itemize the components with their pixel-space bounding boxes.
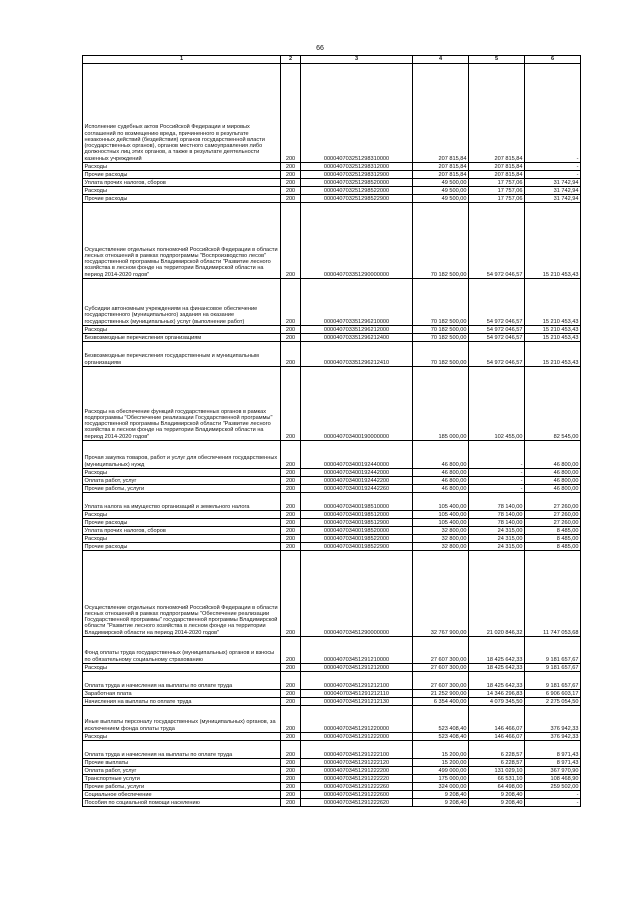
executed-amount: 207 815,84 (469, 163, 525, 171)
approved-amount: 175 000,00 (413, 775, 469, 783)
approved-amount: 523 408,40 (413, 733, 469, 741)
column-header: 3 (301, 56, 413, 64)
line-code: 200 (281, 733, 301, 741)
row-description: Расходы (83, 187, 281, 195)
line-code: 200 (281, 783, 301, 791)
row-description: Осуществление отдельных полномочий Российской Федерации в области лесных отношений в рамках подпрограммы "Обеспечение реализации Государственной программы" государственной программы Владимирской области "Развитие лесного хозяйства в лесном фонде на территории Владимирской области на период 2014-2020 годов" (83, 551, 281, 637)
line-code: 200 (281, 672, 301, 690)
budget-classification-code: 000040703451291222600 (301, 791, 413, 799)
unexecuted-amount: 9 181 657,67 (525, 664, 581, 672)
approved-amount: 49 500,00 (413, 179, 469, 187)
executed-amount: 24 315,00 (469, 535, 525, 543)
row-description: Уплата налога на имущество организаций и земельного налога (83, 493, 281, 511)
approved-amount: 15 200,00 (413, 759, 469, 767)
line-code: 200 (281, 493, 301, 511)
approved-amount: 105 400,00 (413, 511, 469, 519)
line-code: 200 (281, 767, 301, 775)
unexecuted-amount: - (525, 799, 581, 807)
row-description: Прочая закупка товаров, работ и услуг для обеспечения государственных (муниципальных) нужд (83, 441, 281, 469)
line-code: 200 (281, 342, 301, 367)
executed-amount: 21 020 846,32 (469, 551, 525, 637)
table-row (83, 543, 581, 551)
table-row (83, 706, 581, 733)
table-row (83, 672, 581, 690)
executed-amount: - (469, 441, 525, 469)
budget-classification-code: 000040703451291222260 (301, 783, 413, 791)
unexecuted-amount: - (525, 163, 581, 171)
executed-amount: 78 140,00 (469, 519, 525, 527)
approved-amount: 185 000,00 (413, 367, 469, 441)
table-row (83, 799, 581, 807)
table-row (83, 195, 581, 203)
row-description: Пособия по социальной помощи населению (83, 799, 281, 807)
row-description: Заработная плата (83, 690, 281, 698)
line-code: 200 (281, 741, 301, 759)
unexecuted-amount: 27 260,00 (525, 493, 581, 511)
line-code: 200 (281, 477, 301, 485)
unexecuted-amount: 8 971,43 (525, 759, 581, 767)
unexecuted-amount: 27 260,00 (525, 511, 581, 519)
row-description: Уплата прочих налогов, сборов (83, 527, 281, 535)
approved-amount: 105 400,00 (413, 493, 469, 511)
table-row (83, 690, 581, 698)
row-description: Прочие расходы (83, 543, 281, 551)
line-code: 200 (281, 690, 301, 698)
line-code: 200 (281, 469, 301, 477)
line-code: 200 (281, 698, 301, 706)
row-description: Прочие расходы (83, 195, 281, 203)
table-body (83, 56, 581, 807)
table-row (83, 326, 581, 334)
budget-classification-code: 000040703251298522900 (301, 195, 413, 203)
budget-classification-code: 000040703451291212100 (301, 672, 413, 690)
unexecuted-amount: - (525, 171, 581, 179)
unexecuted-amount: 46 800,00 (525, 469, 581, 477)
executed-amount: 54 972 046,57 (469, 334, 525, 342)
unexecuted-amount: 6 906 603,17 (525, 690, 581, 698)
unexecuted-amount: 9 181 657,67 (525, 637, 581, 664)
unexecuted-amount: 2 275 054,50 (525, 698, 581, 706)
row-description: Транспортные услуги (83, 775, 281, 783)
row-description: Расходы (83, 469, 281, 477)
table-row (83, 637, 581, 664)
approved-amount: 70 182 500,00 (413, 326, 469, 334)
table-row (83, 64, 581, 163)
line-code: 200 (281, 334, 301, 342)
column-header: 5 (469, 56, 525, 64)
column-header-row (83, 56, 581, 64)
approved-amount: 207 815,84 (413, 171, 469, 179)
approved-amount: 70 182 500,00 (413, 342, 469, 367)
budget-classification-code: 000040703451291212130 (301, 698, 413, 706)
unexecuted-amount: 8 485,00 (525, 535, 581, 543)
row-description: Фонд оплаты труда государственных (муниципальных) органов и взносы по обязательному социальному страхованию (83, 637, 281, 664)
approved-amount: 70 182 500,00 (413, 203, 469, 279)
row-description: Расходы (83, 733, 281, 741)
executed-amount: 207 815,84 (469, 64, 525, 163)
executed-amount: 78 140,00 (469, 511, 525, 519)
approved-amount: 523 408,40 (413, 706, 469, 733)
executed-amount: 54 972 046,57 (469, 279, 525, 326)
approved-amount: 32 800,00 (413, 535, 469, 543)
budget-classification-code: 000040703251298520000 (301, 179, 413, 187)
approved-amount: 70 182 500,00 (413, 279, 469, 326)
approved-amount: 27 607 300,00 (413, 664, 469, 672)
approved-amount: 70 182 500,00 (413, 334, 469, 342)
line-code: 200 (281, 203, 301, 279)
table-row (83, 493, 581, 511)
approved-amount: 9 208,40 (413, 791, 469, 799)
row-description: Безвозмездные перечисления организациям (83, 334, 281, 342)
budget-classification-code: 000040703351296212400 (301, 334, 413, 342)
budget-classification-code: 000040703451291212110 (301, 690, 413, 698)
table-row (83, 519, 581, 527)
line-code: 200 (281, 485, 301, 493)
row-description: Социальное обеспечение (83, 791, 281, 799)
table-row (83, 783, 581, 791)
unexecuted-amount: 108 468,90 (525, 775, 581, 783)
line-code: 200 (281, 195, 301, 203)
table-row (83, 698, 581, 706)
budget-classification-code: 000040703251298310000 (301, 64, 413, 163)
line-code: 200 (281, 187, 301, 195)
approved-amount: 9 208,40 (413, 799, 469, 807)
approved-amount: 207 815,84 (413, 64, 469, 163)
table-row (83, 203, 581, 279)
line-code: 200 (281, 64, 301, 163)
executed-amount: - (469, 485, 525, 493)
row-description: Уплата прочих налогов, сборов (83, 179, 281, 187)
line-code: 200 (281, 179, 301, 187)
line-code: 200 (281, 527, 301, 535)
table-row (83, 441, 581, 469)
table-row (83, 171, 581, 179)
approved-amount: 324 000,00 (413, 783, 469, 791)
table-row (83, 334, 581, 342)
approved-amount: 46 800,00 (413, 469, 469, 477)
unexecuted-amount: 11 747 053,68 (525, 551, 581, 637)
table-row (83, 179, 581, 187)
executed-amount: 24 315,00 (469, 543, 525, 551)
budget-classification-code: 000040703451291220000 (301, 706, 413, 733)
line-code: 200 (281, 367, 301, 441)
line-code: 200 (281, 791, 301, 799)
executed-amount: 24 315,00 (469, 527, 525, 535)
row-description: Оплата труда и начисления на выплаты по оплате труда (83, 741, 281, 759)
line-code: 200 (281, 551, 301, 637)
executed-amount: 131 029,10 (469, 767, 525, 775)
budget-classification-code: 000040703451290000000 (301, 551, 413, 637)
budget-classification-code: 000040703451291222200 (301, 767, 413, 775)
row-description: Осуществление отдельных полномочий Российской Федерации в области лесных отношений в рамках подпрограммы "Воспроизводство лесов" государственной программы Владимирской области "Развитие лесного хозяйства в лесном фонде на территории Владимирской области на период 2014-2020 годов" (83, 203, 281, 279)
line-code: 200 (281, 543, 301, 551)
executed-amount: 64 498,00 (469, 783, 525, 791)
page-number: 66 (316, 45, 324, 52)
approved-amount: 46 800,00 (413, 441, 469, 469)
budget-classification-code: 000040703251298522000 (301, 187, 413, 195)
unexecuted-amount: 15 210 453,43 (525, 326, 581, 334)
line-code: 200 (281, 519, 301, 527)
budget-classification-code: 000040703451291222220 (301, 775, 413, 783)
table-row (83, 767, 581, 775)
unexecuted-amount: 15 210 453,43 (525, 203, 581, 279)
table-row (83, 187, 581, 195)
row-description: Прочие работы, услуги (83, 485, 281, 493)
approved-amount: 105 400,00 (413, 519, 469, 527)
executed-amount: 17 757,06 (469, 187, 525, 195)
budget-classification-code: 000040703451291212000 (301, 664, 413, 672)
row-description: Прочие выплаты (83, 759, 281, 767)
unexecuted-amount: 376 942,33 (525, 706, 581, 733)
approved-amount: 32 800,00 (413, 543, 469, 551)
budget-classification-code: 000040703400192442260 (301, 485, 413, 493)
row-description: Расходы (83, 326, 281, 334)
unexecuted-amount: 376 942,33 (525, 733, 581, 741)
executed-amount: 6 228,57 (469, 759, 525, 767)
executed-amount: 54 972 046,57 (469, 203, 525, 279)
approved-amount: 207 815,84 (413, 163, 469, 171)
unexecuted-amount: - (525, 791, 581, 799)
table-row (83, 664, 581, 672)
unexecuted-amount: - (525, 64, 581, 163)
table-row (83, 741, 581, 759)
budget-classification-code: 000040703400192442200 (301, 477, 413, 485)
unexecuted-amount: 31 742,94 (525, 179, 581, 187)
row-description: Оплата труда и начисления на выплаты по оплате труда (83, 672, 281, 690)
line-code: 200 (281, 637, 301, 664)
executed-amount: 14 346 296,83 (469, 690, 525, 698)
unexecuted-amount: 15 210 453,43 (525, 342, 581, 367)
executed-amount: 54 972 046,57 (469, 342, 525, 367)
budget-execution-table (82, 55, 581, 807)
executed-amount: 146 466,07 (469, 706, 525, 733)
row-description: Исполнение судебных актов Российской Федерации и мировых соглашений по возмещению вреда, причиненного в результате незаконных действий (бездействия) органов государственной власти (государственных органов), органов местного самоуправления либо должностных лиц этих органов, а также в результате деятельности казенных учреждений (83, 64, 281, 163)
column-header: 6 (525, 56, 581, 64)
row-description: Расходы (83, 664, 281, 672)
table-row (83, 367, 581, 441)
unexecuted-amount: 8 485,00 (525, 543, 581, 551)
executed-amount: 17 757,06 (469, 195, 525, 203)
unexecuted-amount: 46 800,00 (525, 441, 581, 469)
row-description: Безвозмездные перечисления государственным и муниципальным организациям (83, 342, 281, 367)
executed-amount: 9 208,40 (469, 799, 525, 807)
line-code: 200 (281, 441, 301, 469)
budget-classification-code: 000040703251298312000 (301, 163, 413, 171)
line-code: 200 (281, 171, 301, 179)
budget-classification-code: 000040703451291222000 (301, 733, 413, 741)
executed-amount: 18 425 642,33 (469, 664, 525, 672)
budget-classification-code: 000040703451291222120 (301, 759, 413, 767)
executed-amount: 78 140,00 (469, 493, 525, 511)
executed-amount: 17 757,06 (469, 179, 525, 187)
executed-amount: 66 531,10 (469, 775, 525, 783)
unexecuted-amount: 15 210 453,43 (525, 334, 581, 342)
row-description: Оплата работ, услуг (83, 767, 281, 775)
budget-classification-code: 000040703351296212000 (301, 326, 413, 334)
budget-classification-code: 000040703351296212410 (301, 342, 413, 367)
approved-amount: 49 500,00 (413, 187, 469, 195)
budget-classification-code: 000040703400198510000 (301, 493, 413, 511)
executed-amount: 207 815,84 (469, 171, 525, 179)
table-row (83, 759, 581, 767)
approved-amount: 46 800,00 (413, 477, 469, 485)
executed-amount: - (469, 477, 525, 485)
executed-amount: 18 425 642,33 (469, 637, 525, 664)
table-row (83, 342, 581, 367)
table-row (83, 469, 581, 477)
budget-classification-code: 000040703451291222620 (301, 799, 413, 807)
budget-classification-code: 000040703451291222100 (301, 741, 413, 759)
row-description: Начисления на выплаты по оплате труда (83, 698, 281, 706)
line-code: 200 (281, 664, 301, 672)
budget-classification-code: 000040703400192440000 (301, 441, 413, 469)
table-row (83, 535, 581, 543)
row-description: Расходы (83, 511, 281, 519)
budget-classification-code: 000040703451291210000 (301, 637, 413, 664)
line-code: 200 (281, 775, 301, 783)
line-code: 200 (281, 326, 301, 334)
budget-classification-code: 000040703400198522900 (301, 543, 413, 551)
budget-classification-code: 000040703351296210000 (301, 279, 413, 326)
row-description: Прочие работы, услуги (83, 783, 281, 791)
table-row (83, 791, 581, 799)
column-header: 4 (413, 56, 469, 64)
row-description: Прочие расходы (83, 171, 281, 179)
unexecuted-amount: 8 485,00 (525, 527, 581, 535)
table-row (83, 551, 581, 637)
unexecuted-amount: 46 800,00 (525, 485, 581, 493)
line-code: 200 (281, 163, 301, 171)
line-code: 200 (281, 511, 301, 519)
executed-amount: 102 455,00 (469, 367, 525, 441)
executed-amount: - (469, 469, 525, 477)
line-code: 200 (281, 706, 301, 733)
table-row (83, 477, 581, 485)
executed-amount: 54 972 046,57 (469, 326, 525, 334)
unexecuted-amount: 27 260,00 (525, 519, 581, 527)
unexecuted-amount: 367 970,90 (525, 767, 581, 775)
table-row (83, 485, 581, 493)
unexecuted-amount: 46 800,00 (525, 477, 581, 485)
approved-amount: 49 500,00 (413, 195, 469, 203)
unexecuted-amount: 15 210 453,43 (525, 279, 581, 326)
executed-amount: 4 079 345,50 (469, 698, 525, 706)
approved-amount: 32 800,00 (413, 527, 469, 535)
approved-amount: 46 800,00 (413, 485, 469, 493)
unexecuted-amount: 9 181 657,67 (525, 672, 581, 690)
line-code: 200 (281, 279, 301, 326)
table-row (83, 163, 581, 171)
executed-amount: 146 466,07 (469, 733, 525, 741)
approved-amount: 21 252 900,00 (413, 690, 469, 698)
executed-amount: 9 208,40 (469, 791, 525, 799)
budget-classification-code: 000040703400198522000 (301, 535, 413, 543)
table-row (83, 733, 581, 741)
line-code: 200 (281, 799, 301, 807)
approved-amount: 27 607 300,00 (413, 637, 469, 664)
approved-amount: 6 354 400,00 (413, 698, 469, 706)
approved-amount: 499 000,00 (413, 767, 469, 775)
row-description: Расходы (83, 163, 281, 171)
row-description: Иные выплаты персоналу государственных (муниципальных) органов, за исключением фонда оплаты труда (83, 706, 281, 733)
unexecuted-amount: 31 742,94 (525, 195, 581, 203)
unexecuted-amount: 8 971,43 (525, 741, 581, 759)
executed-amount: 18 425 642,33 (469, 672, 525, 690)
column-header: 1 (83, 56, 281, 64)
budget-classification-code: 000040703351290000000 (301, 203, 413, 279)
row-description: Оплата работ, услуг (83, 477, 281, 485)
table-row (83, 527, 581, 535)
row-description: Прочие расходы (83, 519, 281, 527)
row-description: Расходы на обеспечение функций государственных органов в рамках подпрограммы "Обеспечение реализации Государственной программы" государственной программы Владимирской области "Развитие лесного хозяйства в лесном фонде на территории Владимирской области на период 2014-2020 годов" (83, 367, 281, 441)
approved-amount: 15 200,00 (413, 741, 469, 759)
budget-classification-code: 000040703400198512900 (301, 519, 413, 527)
executed-amount: 6 228,57 (469, 741, 525, 759)
budget-classification-code: 000040703400190000000 (301, 367, 413, 441)
unexecuted-amount: 31 742,94 (525, 187, 581, 195)
table-row (83, 511, 581, 519)
unexecuted-amount: 82 545,00 (525, 367, 581, 441)
budget-classification-code: 000040703400198512000 (301, 511, 413, 519)
budget-classification-code: 000040703400198520000 (301, 527, 413, 535)
table-row (83, 279, 581, 326)
line-code: 200 (281, 759, 301, 767)
unexecuted-amount: 259 502,00 (525, 783, 581, 791)
budget-classification-code: 000040703400192442000 (301, 469, 413, 477)
column-header: 2 (281, 56, 301, 64)
table-row (83, 775, 581, 783)
budget-classification-code: 000040703251298312900 (301, 171, 413, 179)
line-code: 200 (281, 535, 301, 543)
approved-amount: 32 767 900,00 (413, 551, 469, 637)
row-description: Расходы (83, 535, 281, 543)
row-description: Субсидии автономным учреждениям на финансовое обеспечение государственного (муниципального) задания на оказание государственных (муниципальных) услуг (выполнение работ) (83, 279, 281, 326)
approved-amount: 27 607 300,00 (413, 672, 469, 690)
